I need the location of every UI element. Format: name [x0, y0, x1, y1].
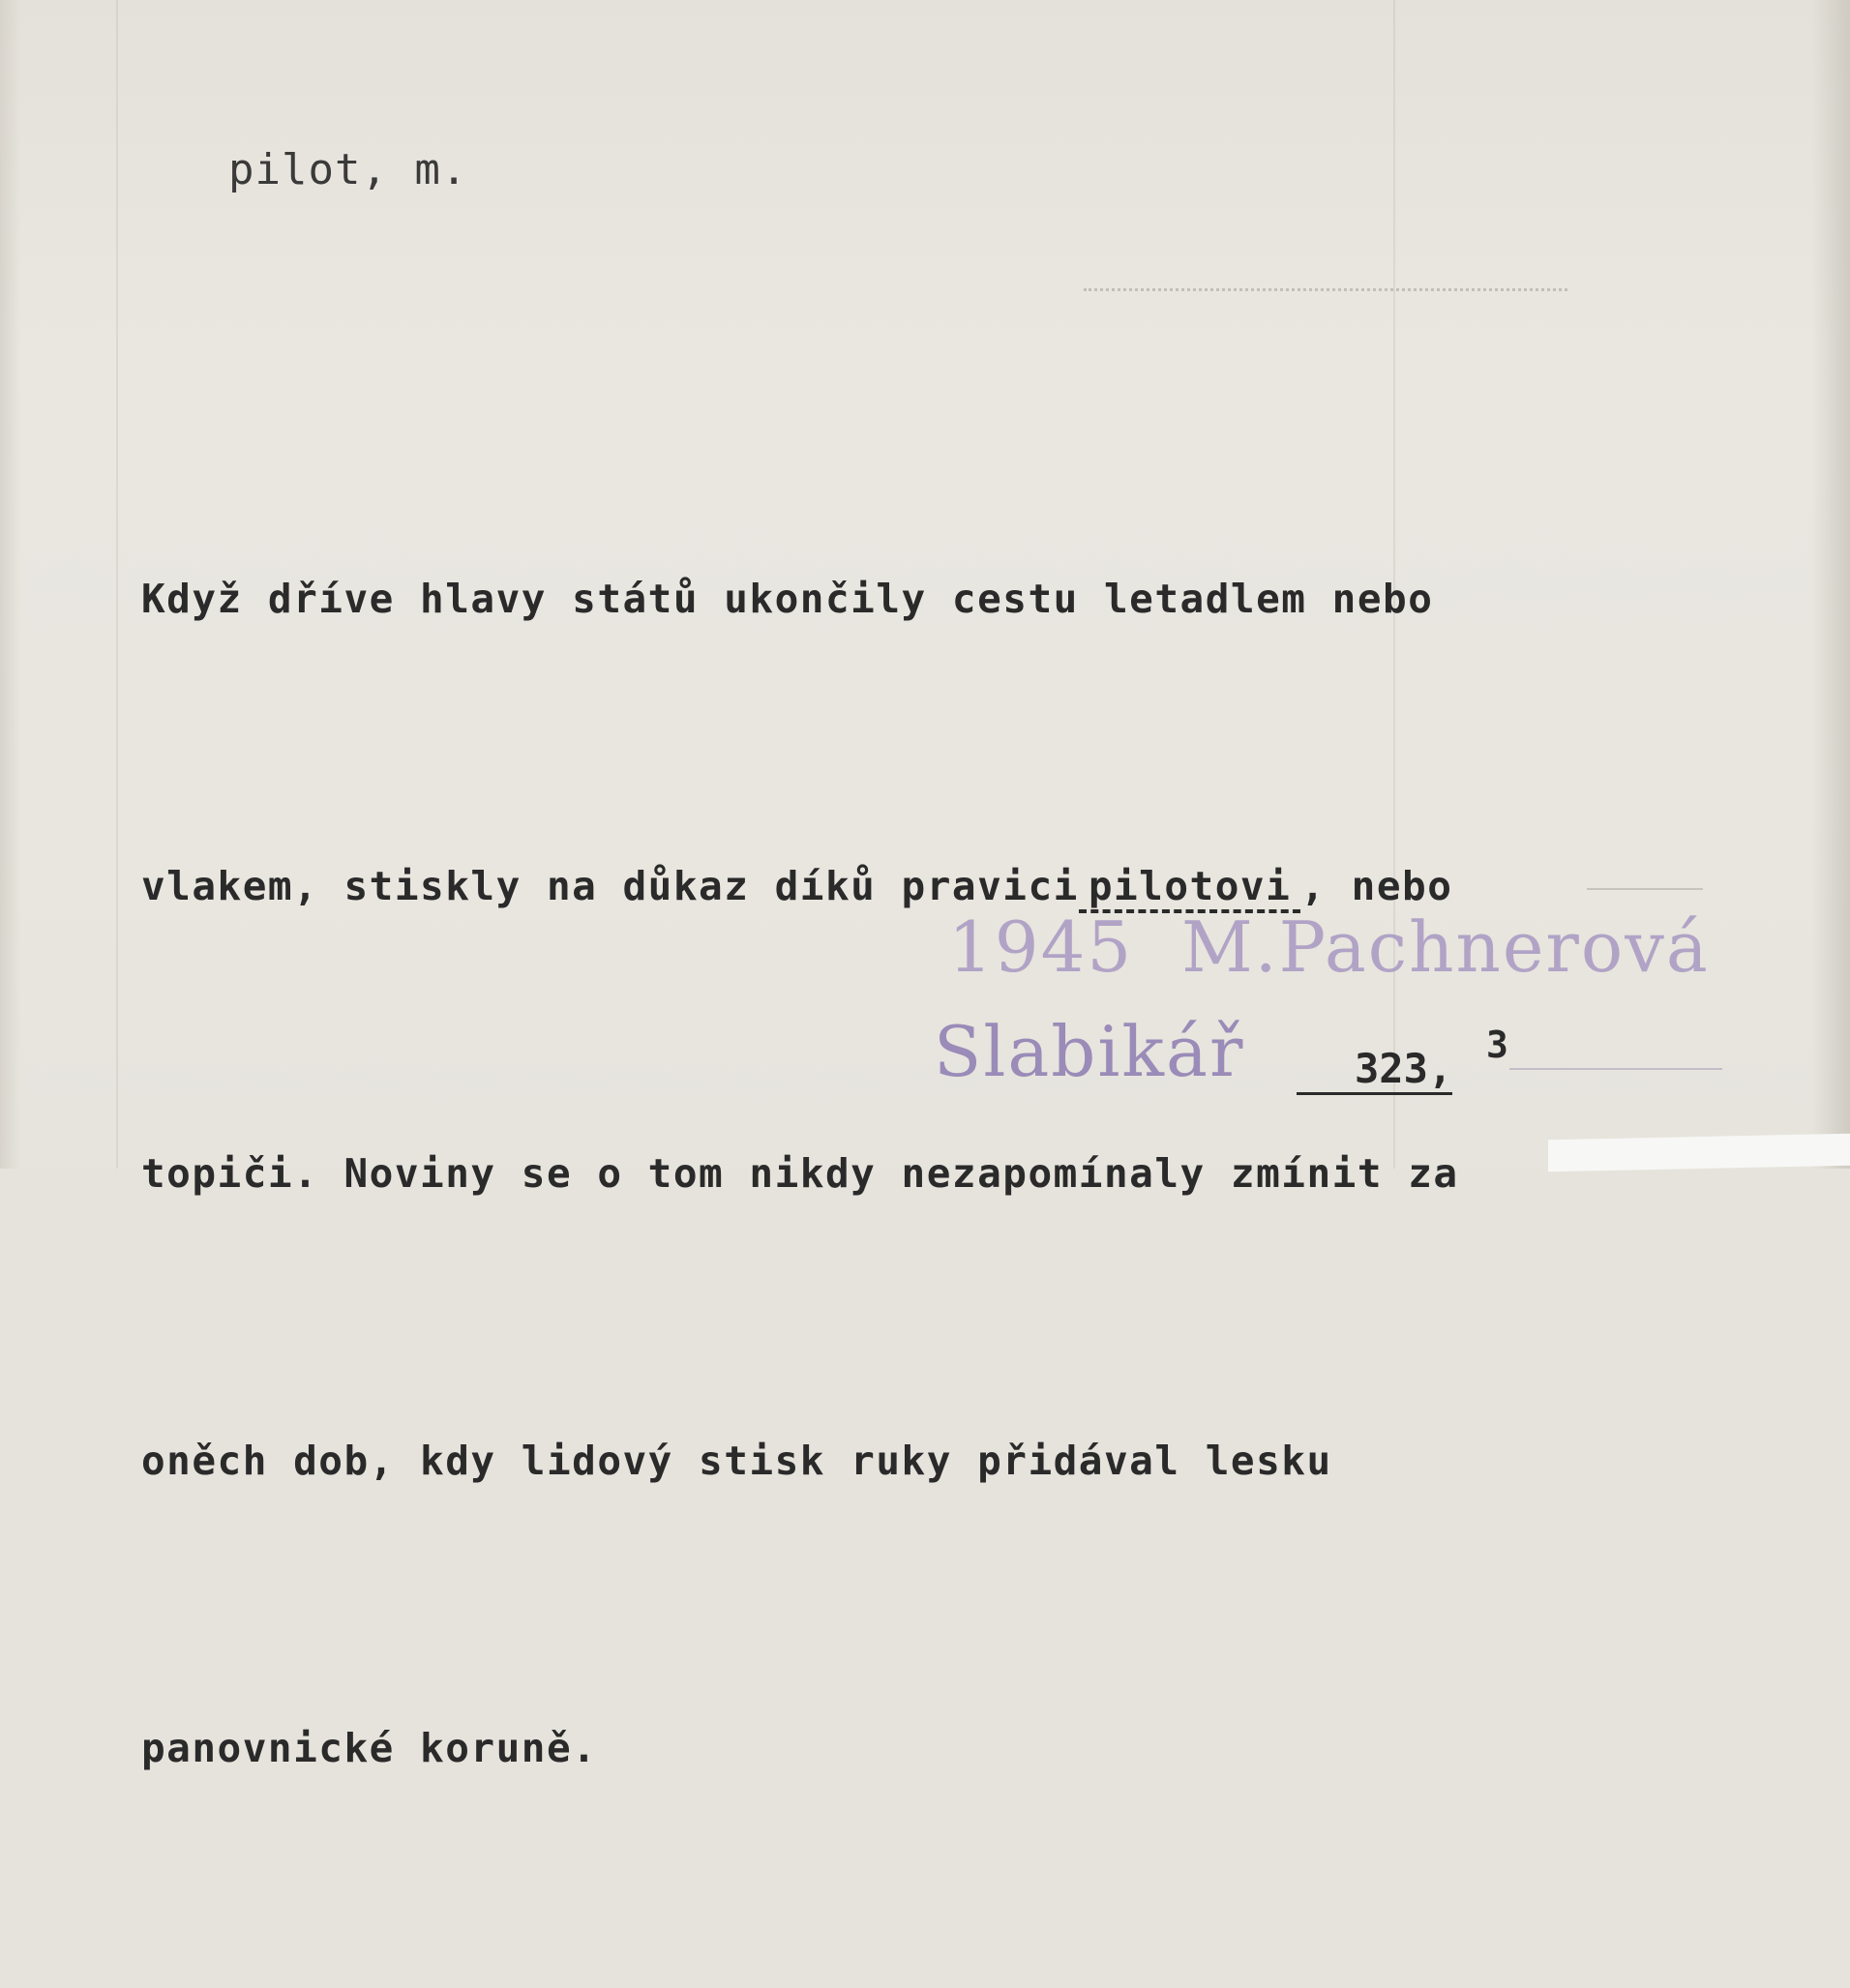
author-stamp: 1945 M.Pachnerová — [948, 906, 1710, 988]
citation-line-4: oněch dob, kdy lidový stisk ruky přidával lesku — [141, 1438, 1332, 1484]
paper-crease — [116, 0, 118, 1169]
citation-line-1: Když dříve hlavy států ukončily cestu letadlem nebo — [141, 576, 1434, 622]
source-stamp: Slabikář — [934, 1011, 1245, 1092]
citation-line-3: topiči. Noviny se o tom nikdy nezapomínaly zmínit za — [141, 1150, 1459, 1197]
citation-line-2-tail: , nebo — [1300, 863, 1453, 909]
page-superscript: 3 — [1486, 1024, 1508, 1066]
stamp-rule — [1587, 888, 1703, 890]
citation-text — [141, 360, 1709, 1988]
card-bottom-edge — [1548, 1134, 1850, 1172]
page-reference: 323, — [1297, 1045, 1452, 1095]
card-left-edge — [0, 0, 21, 1169]
highlighted-word: pilotovi — [1079, 863, 1300, 913]
source-rule — [1509, 1068, 1722, 1070]
citation-line-5: panovnické koruně. — [141, 1725, 598, 1771]
citation-line-2-start: vlakem, stiskly na důkaz díků pravici — [141, 863, 1079, 909]
card-right-edge — [1811, 0, 1850, 1169]
headword: pilot, m. — [228, 145, 468, 194]
dotted-rule — [1084, 288, 1567, 291]
